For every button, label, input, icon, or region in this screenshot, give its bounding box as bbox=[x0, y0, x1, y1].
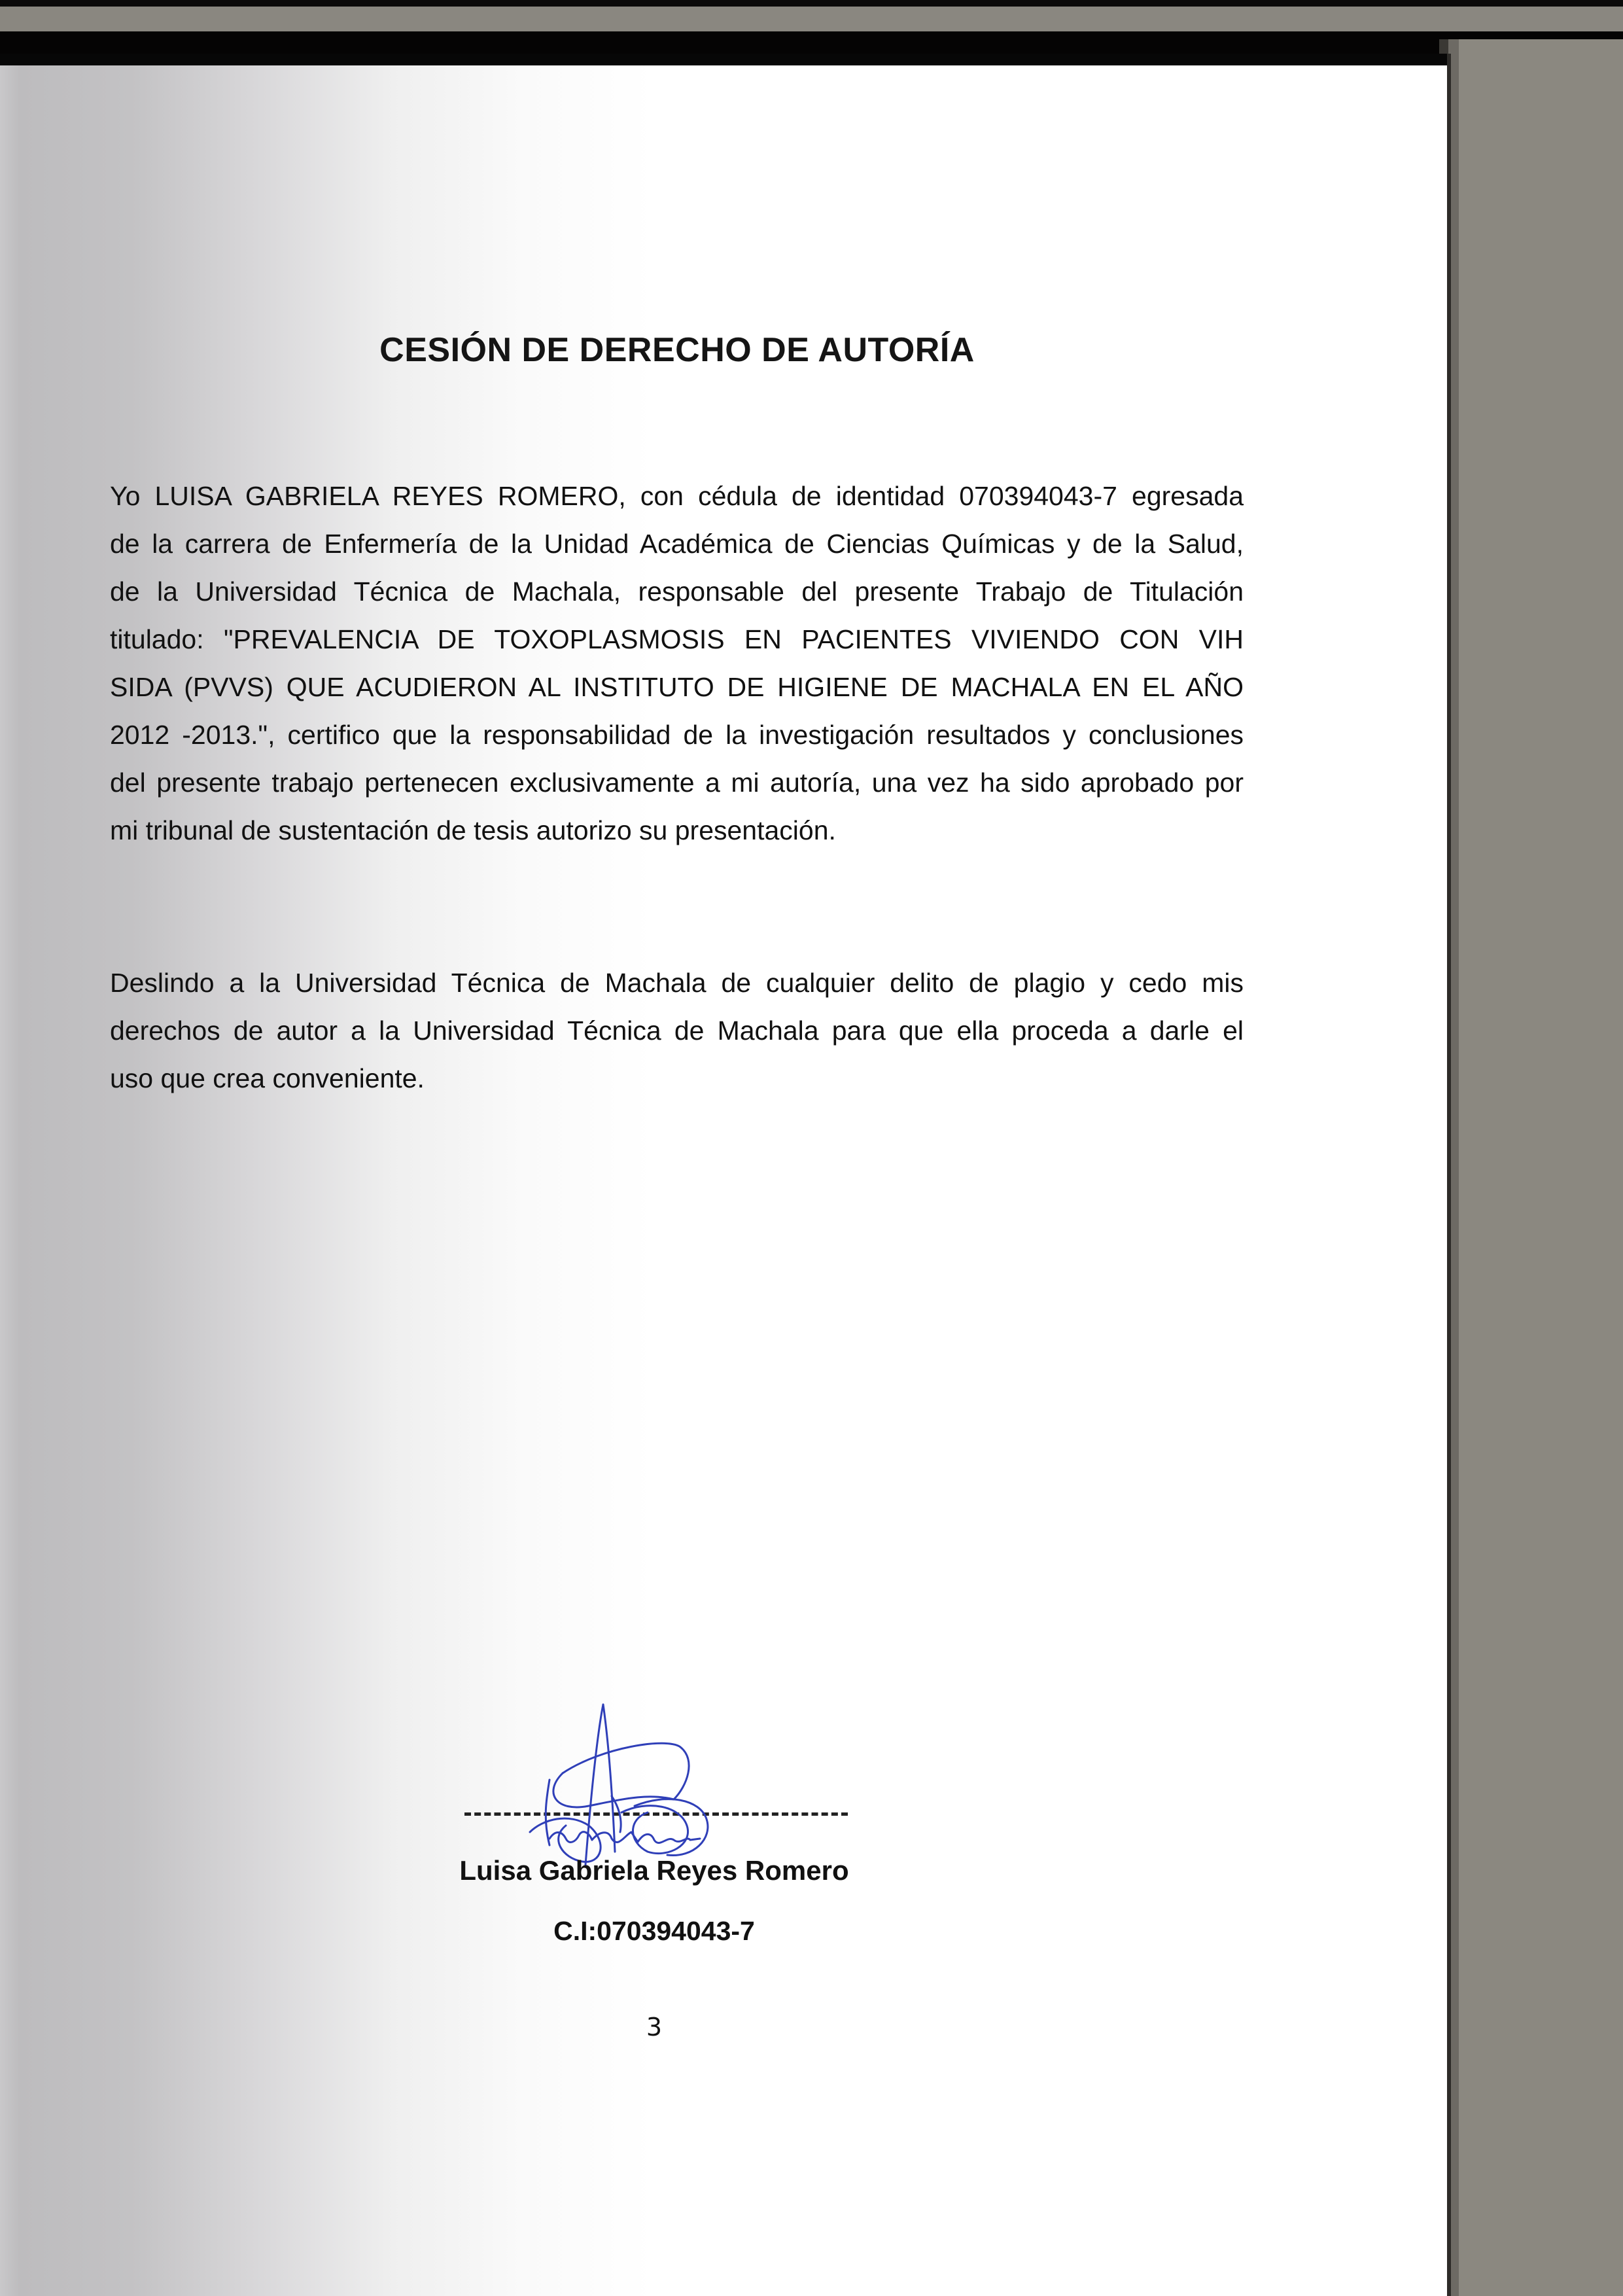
scanner-right-margin bbox=[1439, 39, 1623, 2296]
page-top-shadow bbox=[0, 54, 1447, 65]
signer-name: Luisa Gabriela Reyes Romero bbox=[459, 1855, 849, 1886]
paragraph-line: de la Universidad Técnica de Machala, responsable del presente Trabajo de Titulación bbox=[110, 576, 1244, 607]
paragraph-line: SIDA (PVVS) QUE ACUDIERON AL INSTITUTO DE HIGIENE DE MACHALA EN EL AÑO bbox=[110, 672, 1244, 702]
paragraph-line: de la carrera de Enfermería de la Unidad Académica de Ciencias Químicas y de la Salud, bbox=[110, 529, 1244, 559]
paragraph-line: Yo LUISA GABRIELA REYES ROMERO, con cédula de identidad 070394043-7 egresada bbox=[110, 481, 1244, 511]
paragraph-line: mi tribunal de sustentación de tesis autorizo su presentación. bbox=[110, 815, 836, 845]
paragraph-line: 2012 -2013.", certifico que la responsabilidad de la investigación resultados y conclusiones bbox=[110, 720, 1244, 750]
paragraph-line: Deslindo a la Universidad Técnica de Machala de cualquier delito de plagio y cedo mis bbox=[110, 968, 1244, 998]
paragraph-line: titulado: "PREVALENCIA DE TOXOPLASMOSIS EN PACIENTES VIVIENDO CON VIH bbox=[110, 624, 1244, 654]
paragraph-line: del presente trabajo pertenecen exclusivamente a mi autoría, una vez ha sido aprobado por bbox=[110, 768, 1244, 798]
document-page bbox=[0, 54, 1451, 2296]
scanner-top-border bbox=[0, 0, 1623, 59]
handwritten-signature bbox=[451, 1701, 883, 1871]
signer-id-number: C.I:070394043-7 bbox=[553, 1916, 755, 1946]
paragraph-line: derechos de autor a la Universidad Técnica de Machala para que ella proceda a darle el bbox=[110, 1016, 1244, 1046]
page-number: 3 bbox=[646, 2013, 663, 2041]
paragraph-line: uso que crea conveniente. bbox=[110, 1063, 425, 1093]
paragraph-rights-transfer bbox=[110, 959, 1244, 1103]
document-title: CESIÓN DE DERECHO DE AUTORÍA bbox=[379, 331, 975, 369]
paragraph-authorship-statement bbox=[110, 472, 1244, 855]
